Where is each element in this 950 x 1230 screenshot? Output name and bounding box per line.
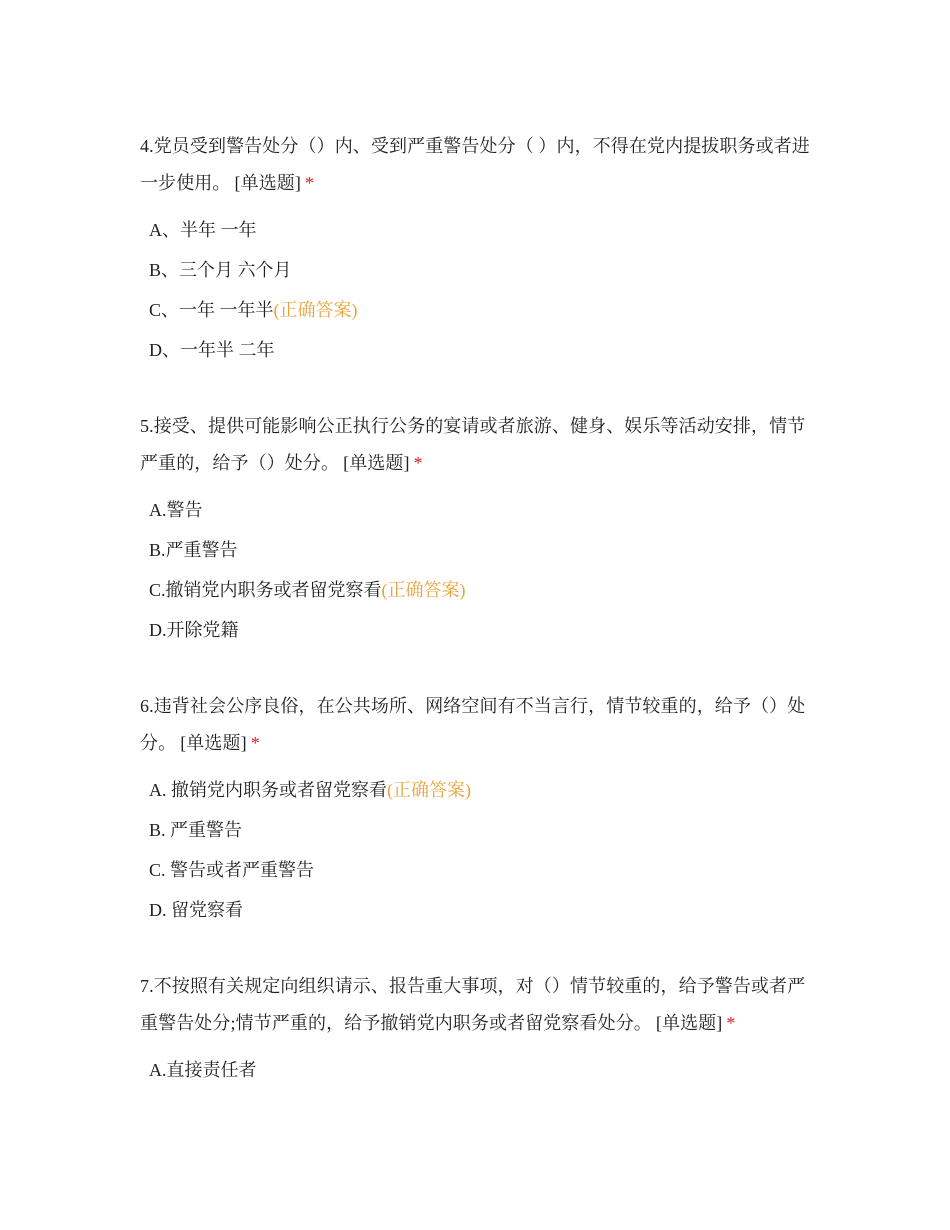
question-type: [单选题] — [180, 733, 247, 753]
option-text: D. 留党察看 — [149, 900, 243, 920]
option-text: A. 撤销党内职务或者留党察看 — [149, 780, 387, 800]
option-a — [140, 210, 820, 250]
option-d — [140, 890, 820, 930]
option-list — [140, 770, 820, 930]
correct-answer-tag: (正确答案) — [381, 580, 466, 600]
option-a — [140, 770, 820, 810]
option-text: A、半年 一年 — [149, 220, 257, 240]
option-text: B. 严重警告 — [149, 820, 243, 840]
option-b — [140, 530, 820, 570]
option-a — [140, 490, 820, 530]
option-b — [140, 250, 820, 290]
option-c — [140, 570, 820, 610]
option-text: D、一年半 二年 — [149, 340, 275, 360]
question-6 — [140, 688, 820, 930]
option-text: A.直接责任者 — [149, 1060, 257, 1080]
option-a — [140, 1050, 820, 1090]
option-d — [140, 610, 820, 650]
question-4 — [140, 128, 820, 370]
option-text: B、三个月 六个月 — [149, 260, 292, 280]
option-text: B.严重警告 — [149, 540, 238, 560]
question-type: [单选题] — [343, 453, 410, 473]
option-d — [140, 330, 820, 370]
option-list — [140, 490, 820, 650]
option-c — [140, 850, 820, 890]
question-5 — [140, 408, 820, 650]
question-title — [140, 128, 820, 202]
required-mark: * — [250, 733, 260, 753]
option-text: A.警告 — [149, 500, 203, 520]
question-text: 4.党员受到警告处分（）内、受到严重警告处分（ ）内，不得在党内提拔职务或者进一步使用。 — [140, 136, 810, 193]
option-text: C.撤销党内职务或者留党察看 — [149, 580, 382, 600]
option-list — [140, 210, 820, 370]
required-mark: * — [413, 453, 423, 473]
required-mark: * — [305, 173, 315, 193]
question-type: [单选题] — [234, 173, 301, 193]
question-text: 7.不按照有关规定向组织请示、报告重大事项，对（）情节较重的，给予警告或者严重警告处分;情节严重的，给予撤销党内职务或者留党察看处分。 — [140, 976, 806, 1033]
option-list — [140, 1050, 820, 1090]
question-title — [140, 968, 820, 1042]
question-type: [单选题] — [655, 1013, 723, 1033]
required-mark: * — [726, 1013, 736, 1033]
option-b — [140, 810, 820, 850]
option-text: C. 警告或者严重警告 — [149, 860, 315, 880]
correct-answer-tag: (正确答案) — [273, 300, 358, 320]
option-text: D.开除党籍 — [149, 620, 239, 640]
question-title — [140, 688, 820, 762]
question-text: 6.违背社会公序良俗，在公共场所、网络空间有不当言行，情节较重的，给予（）处分。 — [140, 696, 806, 753]
option-text: C、一年 一年半 — [149, 300, 274, 320]
option-c — [140, 290, 820, 330]
question-text: 5.接受、提供可能影响公正执行公务的宴请或者旅游、健身、娱乐等活动安排，情节严重的，给予（）处分。 — [140, 416, 806, 473]
question-7 — [140, 968, 820, 1090]
question-title — [140, 408, 820, 482]
correct-answer-tag: (正确答案) — [387, 780, 471, 800]
